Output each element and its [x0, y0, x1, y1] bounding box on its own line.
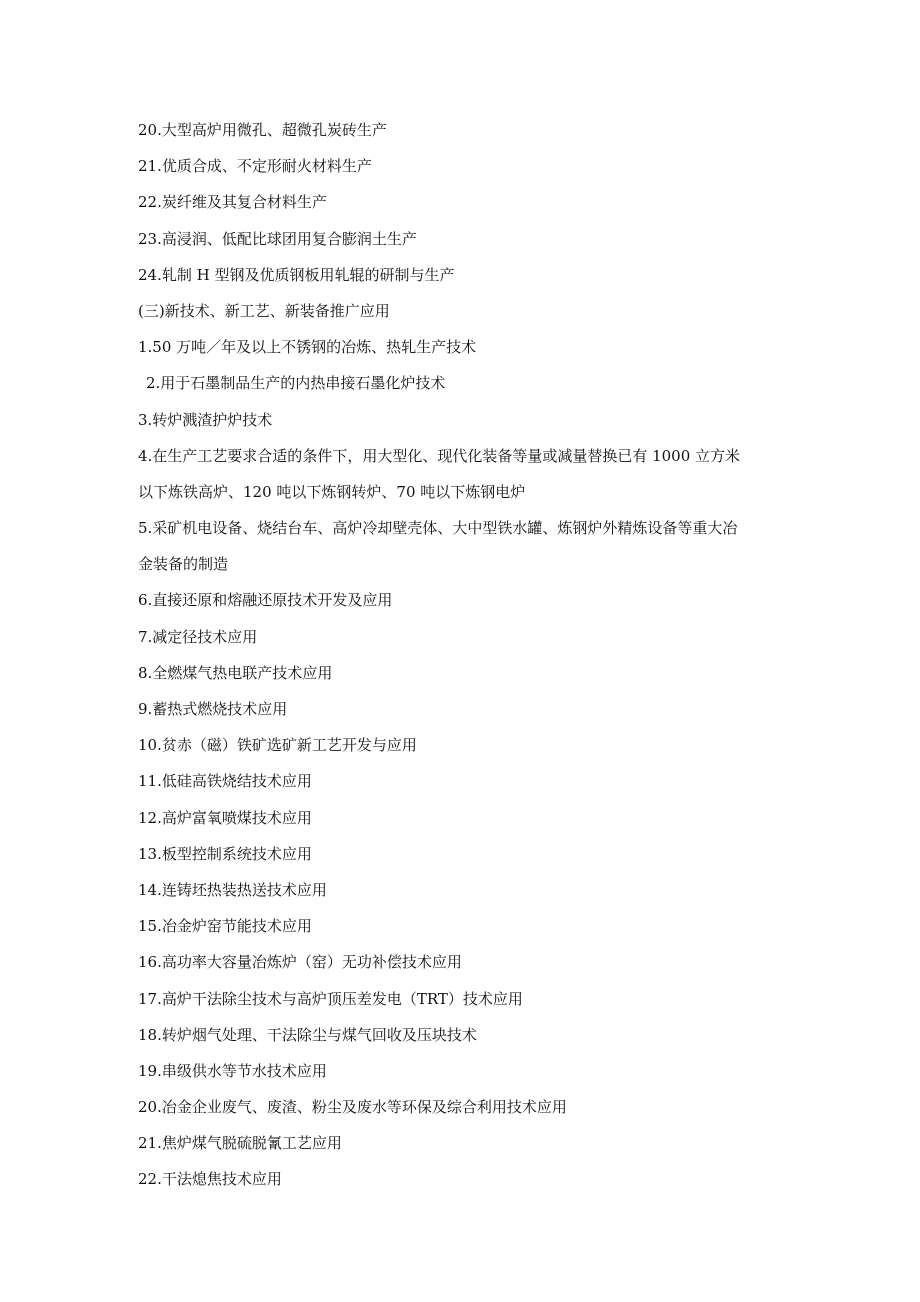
list-item: 2.用于石墨制品生产的内热串接石墨化炉技术	[146, 374, 446, 393]
list-item: 13.板型控制系统技术应用	[138, 844, 312, 863]
list-item: 19.串级供水等节水技术应用	[138, 1061, 327, 1080]
list-item: 11.低硅高铁烧结技术应用	[138, 772, 312, 791]
list-item: 10.贫赤（磁）铁矿选矿新工艺开发与应用	[138, 736, 417, 755]
list-item: 24.轧制 H 型钢及优质钢板用轧辊的研制与生产	[138, 265, 455, 284]
list-item: 7.减定径技术应用	[138, 627, 258, 646]
list-item: 21.焦炉煤气脱硫脱氰工艺应用	[138, 1134, 342, 1153]
list-item: 3.转炉溅渣护炉技术	[138, 410, 273, 429]
list-item: 5.采矿机电设备、烧结台车、高炉冷却壁壳体、大中型铁水罐、炼钢炉外精炼设备等重大冶	[138, 519, 738, 538]
list-item: 15.冶金炉窑节能技术应用	[138, 917, 312, 936]
list-item: 20.大型高炉用微孔、超微孔炭砖生产	[138, 121, 387, 139]
list-item: 22.炭纤维及其复合材料生产	[138, 193, 327, 212]
list-item-continuation: 以下炼铁高炉、120 吨以下炼钢转炉、70 吨以下炼钢电炉	[138, 482, 526, 501]
list-item: 12.高炉富氧喷煤技术应用	[138, 808, 312, 827]
section-heading: (三)新技术、新工艺、新装备推广应用	[138, 301, 390, 320]
list-item: 14.连铸坯热装热送技术应用	[138, 880, 327, 899]
document-body	[138, 112, 788, 1198]
list-item: 1.50 万吨／年及以上不锈钢的冶炼、热轧生产技术	[138, 338, 477, 357]
list-item: 17.高炉干法除尘技术与高炉顶压差发电（TRT）技术应用	[138, 989, 523, 1008]
list-item: 4.在生产工艺要求合适的条件下，用大型化、现代化装备等量或减量替换已有 1000 立方米	[138, 446, 741, 465]
list-item: 22.干法熄焦技术应用	[138, 1170, 282, 1189]
list-item: 9.蓄热式燃烧技术应用	[138, 700, 288, 718]
list-item: 23.高浸润、低配比球团用复合膨润土生产	[138, 229, 417, 248]
list-item: 21.优质合成、不定形耐火材料生产	[138, 157, 372, 176]
list-item: 6.直接还原和熔融还原技术开发及应用	[138, 591, 393, 610]
list-item: 16.高功率大容量冶炼炉（窑）无功补偿技术应用	[138, 953, 462, 972]
list-item: 20.冶金企业废气、废渣、粉尘及废水等环保及综合利用技术应用	[138, 1098, 567, 1117]
list-item: 8.全燃煤气热电联产技术应用	[138, 663, 333, 682]
list-item-continuation: 金装备的制造	[138, 555, 229, 574]
list-item: 18.转炉烟气处理、干法除尘与煤气回收及压块技术	[138, 1025, 477, 1044]
